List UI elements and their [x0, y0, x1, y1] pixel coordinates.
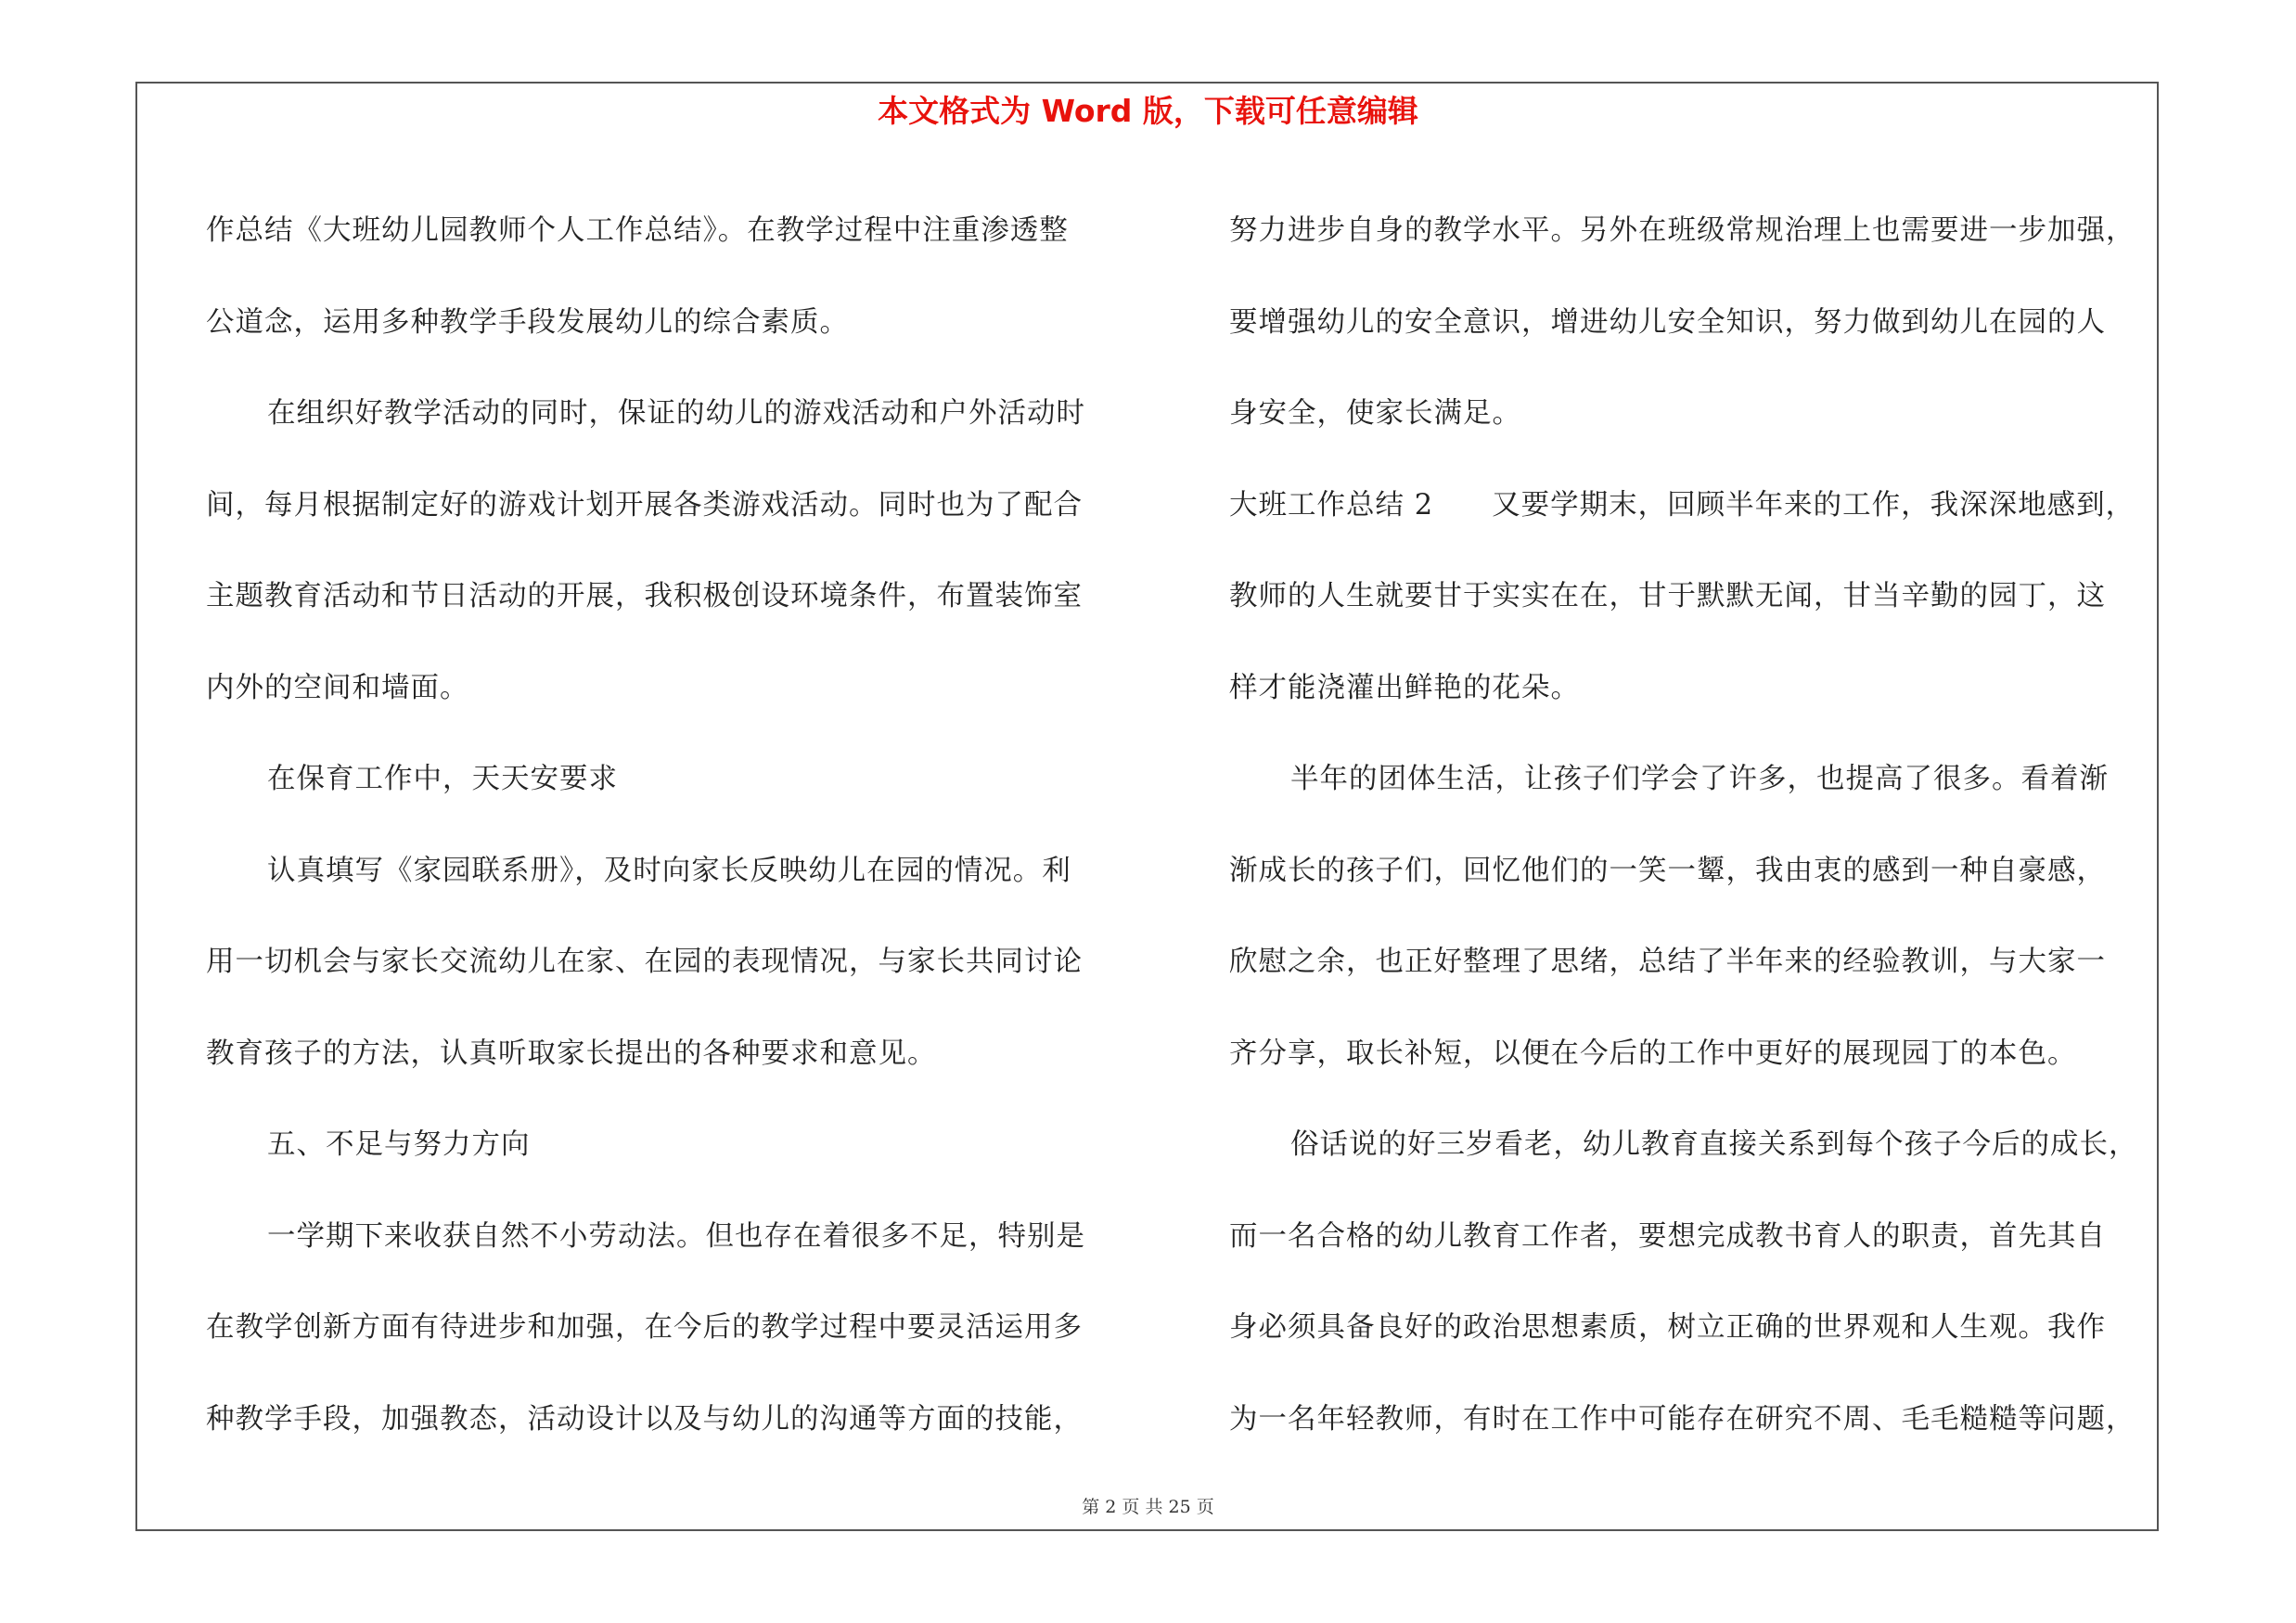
right-column-line: 齐分享，取长补短，以便在今后的工作中更好的展现园丁的本色。 — [1229, 1037, 2077, 1070]
left-column-line: 种教学手段，加强教态，活动设计以及与幼儿的沟通等方面的技能， — [206, 1402, 1083, 1436]
right-column-line: 努力进步自身的教学水平。另外在班级常规治理上也需要进一步加强， — [1229, 214, 2136, 247]
right-column-line: 而一名合格的幼儿教育工作者，要想完成教书育人的职责，首先其自 — [1229, 1219, 2106, 1253]
left-column-line: 公道念，运用多种教学手段发展幼儿的综合素质。 — [206, 305, 849, 339]
left-column-line: 在组织好教学活动的同时，保证的幼儿的游戏活动和户外活动时 — [267, 397, 1085, 430]
left-column-line: 在教学创新方面有待进步和加强，在今后的教学过程中要灵活运用多 — [206, 1311, 1083, 1344]
left-column-line: 一学期下来收获自然不小劳动法。但也存在着很多不足，特别是 — [267, 1219, 1085, 1253]
left-column-line: 作总结《大班幼儿园教师个人工作总结》。在教学过程中注重渗透整 — [206, 214, 1069, 247]
format-banner: 本文格式为 Word 版，下载可任意编辑 — [878, 93, 1418, 129]
left-column-line: 在保育工作中，天天安要求 — [267, 763, 618, 795]
right-text-column — [1229, 186, 2175, 1465]
right-column-line: 渐成长的孩子们，回忆他们的一笑一颦，我由衷的感到一种自豪感， — [1229, 854, 2106, 887]
right-column-line: 身安全，使家长满足。 — [1229, 397, 1521, 430]
right-column-line: 样才能浇灌出鲜艳的花朵。 — [1229, 671, 1580, 704]
left-column-line: 教育孩子的方法，认真听取家长提出的各种要求和意见。 — [206, 1037, 937, 1070]
left-column-line: 主题教育活动和节日活动的开展，我积极创设环境条件，布置装饰室 — [206, 580, 1083, 612]
page-number-footer: 第 2 页 共 25 页 — [1082, 1497, 1214, 1517]
left-column-line: 认真填写《家园联系册》，及时向家长反映幼儿在园的情况。利 — [267, 854, 1071, 887]
left-text-column — [206, 186, 1152, 1465]
right-column-line: 要增强幼儿的安全意识，增进幼儿安全知识，努力做到幼儿在园的人 — [1229, 305, 2106, 339]
left-column-line: 五、不足与努力方向 — [267, 1128, 531, 1161]
left-column-line: 用一切机会与家长交流幼儿在家、在园的表现情况，与家长共同讨论 — [206, 946, 1083, 978]
right-column-line: 欣慰之余，也正好整理了思绪，总结了半年来的经验教训，与大家一 — [1229, 946, 2106, 978]
left-column-line: 间，每月根据制定好的游戏计划开展各类游戏活动。同时也为了配合 — [206, 488, 1083, 522]
right-column-line: 大班工作总结 2 又要学期末，回顾半年来的工作，我深深地感到， — [1229, 488, 2136, 522]
left-column-line: 内外的空间和墙面。 — [206, 671, 469, 704]
right-column-line: 为一名年轻教师，有时在工作中可能存在研究不周、毛毛糙糙等问题， — [1229, 1402, 2136, 1436]
right-column-line: 身必须具备良好的政治思想素质，树立正确的世界观和人生观。我作 — [1229, 1311, 2106, 1344]
right-column-line: 俗话说的好三岁看老，幼儿教育直接关系到每个孩子今后的成长， — [1290, 1128, 2138, 1161]
right-column-line: 半年的团体生活，让孩子们学会了许多，也提高了很多。看着渐 — [1290, 763, 2109, 795]
right-column-line: 教师的人生就要甘于实实在在，甘于默默无闻，甘当辛勤的园丁，这 — [1229, 580, 2106, 612]
